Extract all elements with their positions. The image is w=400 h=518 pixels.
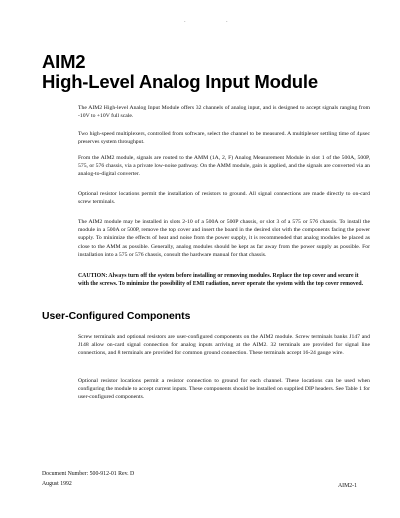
section-paragraph-text: Optional resistor locations permit a resistor connection to ground for each channel. These locations can be used when configuring the module to accept current inputs. These components should be installed on supplied DIP headers. See Table 1 for user-configured components. (78, 378, 370, 401)
document-number: Document Number: 500-912-01 Rev. D (42, 471, 135, 477)
intro-paragraph (78, 190, 370, 206)
intro-paragraph-text: From the AIM2 module, signals are routed to the AMM (1A, 2, F) Analog Measurement Module in slot 1 of the 500A, 500P, 575, or 576 chassis, via a private low-noise pathway. On the AMM module, gain is applied, and the signals are converted via an analog-to-digital converter. (78, 155, 370, 178)
page-number: AIM2-1 (338, 483, 357, 489)
intro-paragraph-text: Optional resistor locations permit the installation of resistors to ground. All signal connections are made directly to on-card screw terminals. (78, 191, 370, 206)
caution-text: CAUTION: Always turn off the system before installing or removing modules. Replace the top cover and secure it with the screws. To minimize the possibility of EMI radiation, never operate the system with the top cover removed. (78, 273, 364, 288)
intro-paragraph-text: The AIM2 High-level Analog Input Module offers 32 channels of analog input, and is designed to accept signals ranging from -10V to +10V full scale. (78, 105, 370, 120)
intro-paragraph-text: The AIM2 module may be installed in slots 2-10 of a 500A or 500P chassis, or slot 3 of a 575 or 576 chassis. To install the module in a 500A or 500P, remove the top cover and insert the board in the desired slot with the components facing the power supply. To minimize the effects of heat and noise from the power supply, it is recommended that analog modules be placed as close to the AMM as possible. Generally, analog modules should be kept as far away from the power supply as possible. For installation into a 575 or 576 chassis, consult the hardware manual for that chassis. (78, 219, 370, 258)
caution-note (78, 272, 370, 288)
document-date: August 1992 (42, 481, 72, 487)
intro-paragraph (78, 104, 370, 120)
header-mark: . (226, 18, 228, 24)
section-paragraph-text: Screw terminals and optional resistors are user-configured components on the AIM2 module. Screw terminals banks J147 and J148 allow on-card signal connection for analog inputs arriving at the AIM2. 32 terminals are provided for signal line connections, and 8 terminals are provided for common ground connection. These terminals accept 16-24 gauge wire. (78, 334, 370, 357)
intro-paragraph-text: Two high-speed multiplexers, controlled from software, select the channel to be measured. A multiplexer settling time of 4µsec preserves system throughput. (78, 131, 370, 146)
page-title (42, 52, 318, 92)
header-mark: . (184, 18, 186, 24)
section-paragraph (78, 377, 370, 402)
section-heading: User-Configured Components (42, 311, 191, 322)
section-paragraph (78, 333, 370, 358)
intro-paragraph (78, 218, 370, 259)
intro-paragraph (78, 130, 370, 146)
page-title-line-1: AIM2 (42, 51, 86, 72)
page-title-line-2: High-Level Analog Input Module (42, 71, 318, 92)
intro-paragraph (78, 154, 370, 179)
